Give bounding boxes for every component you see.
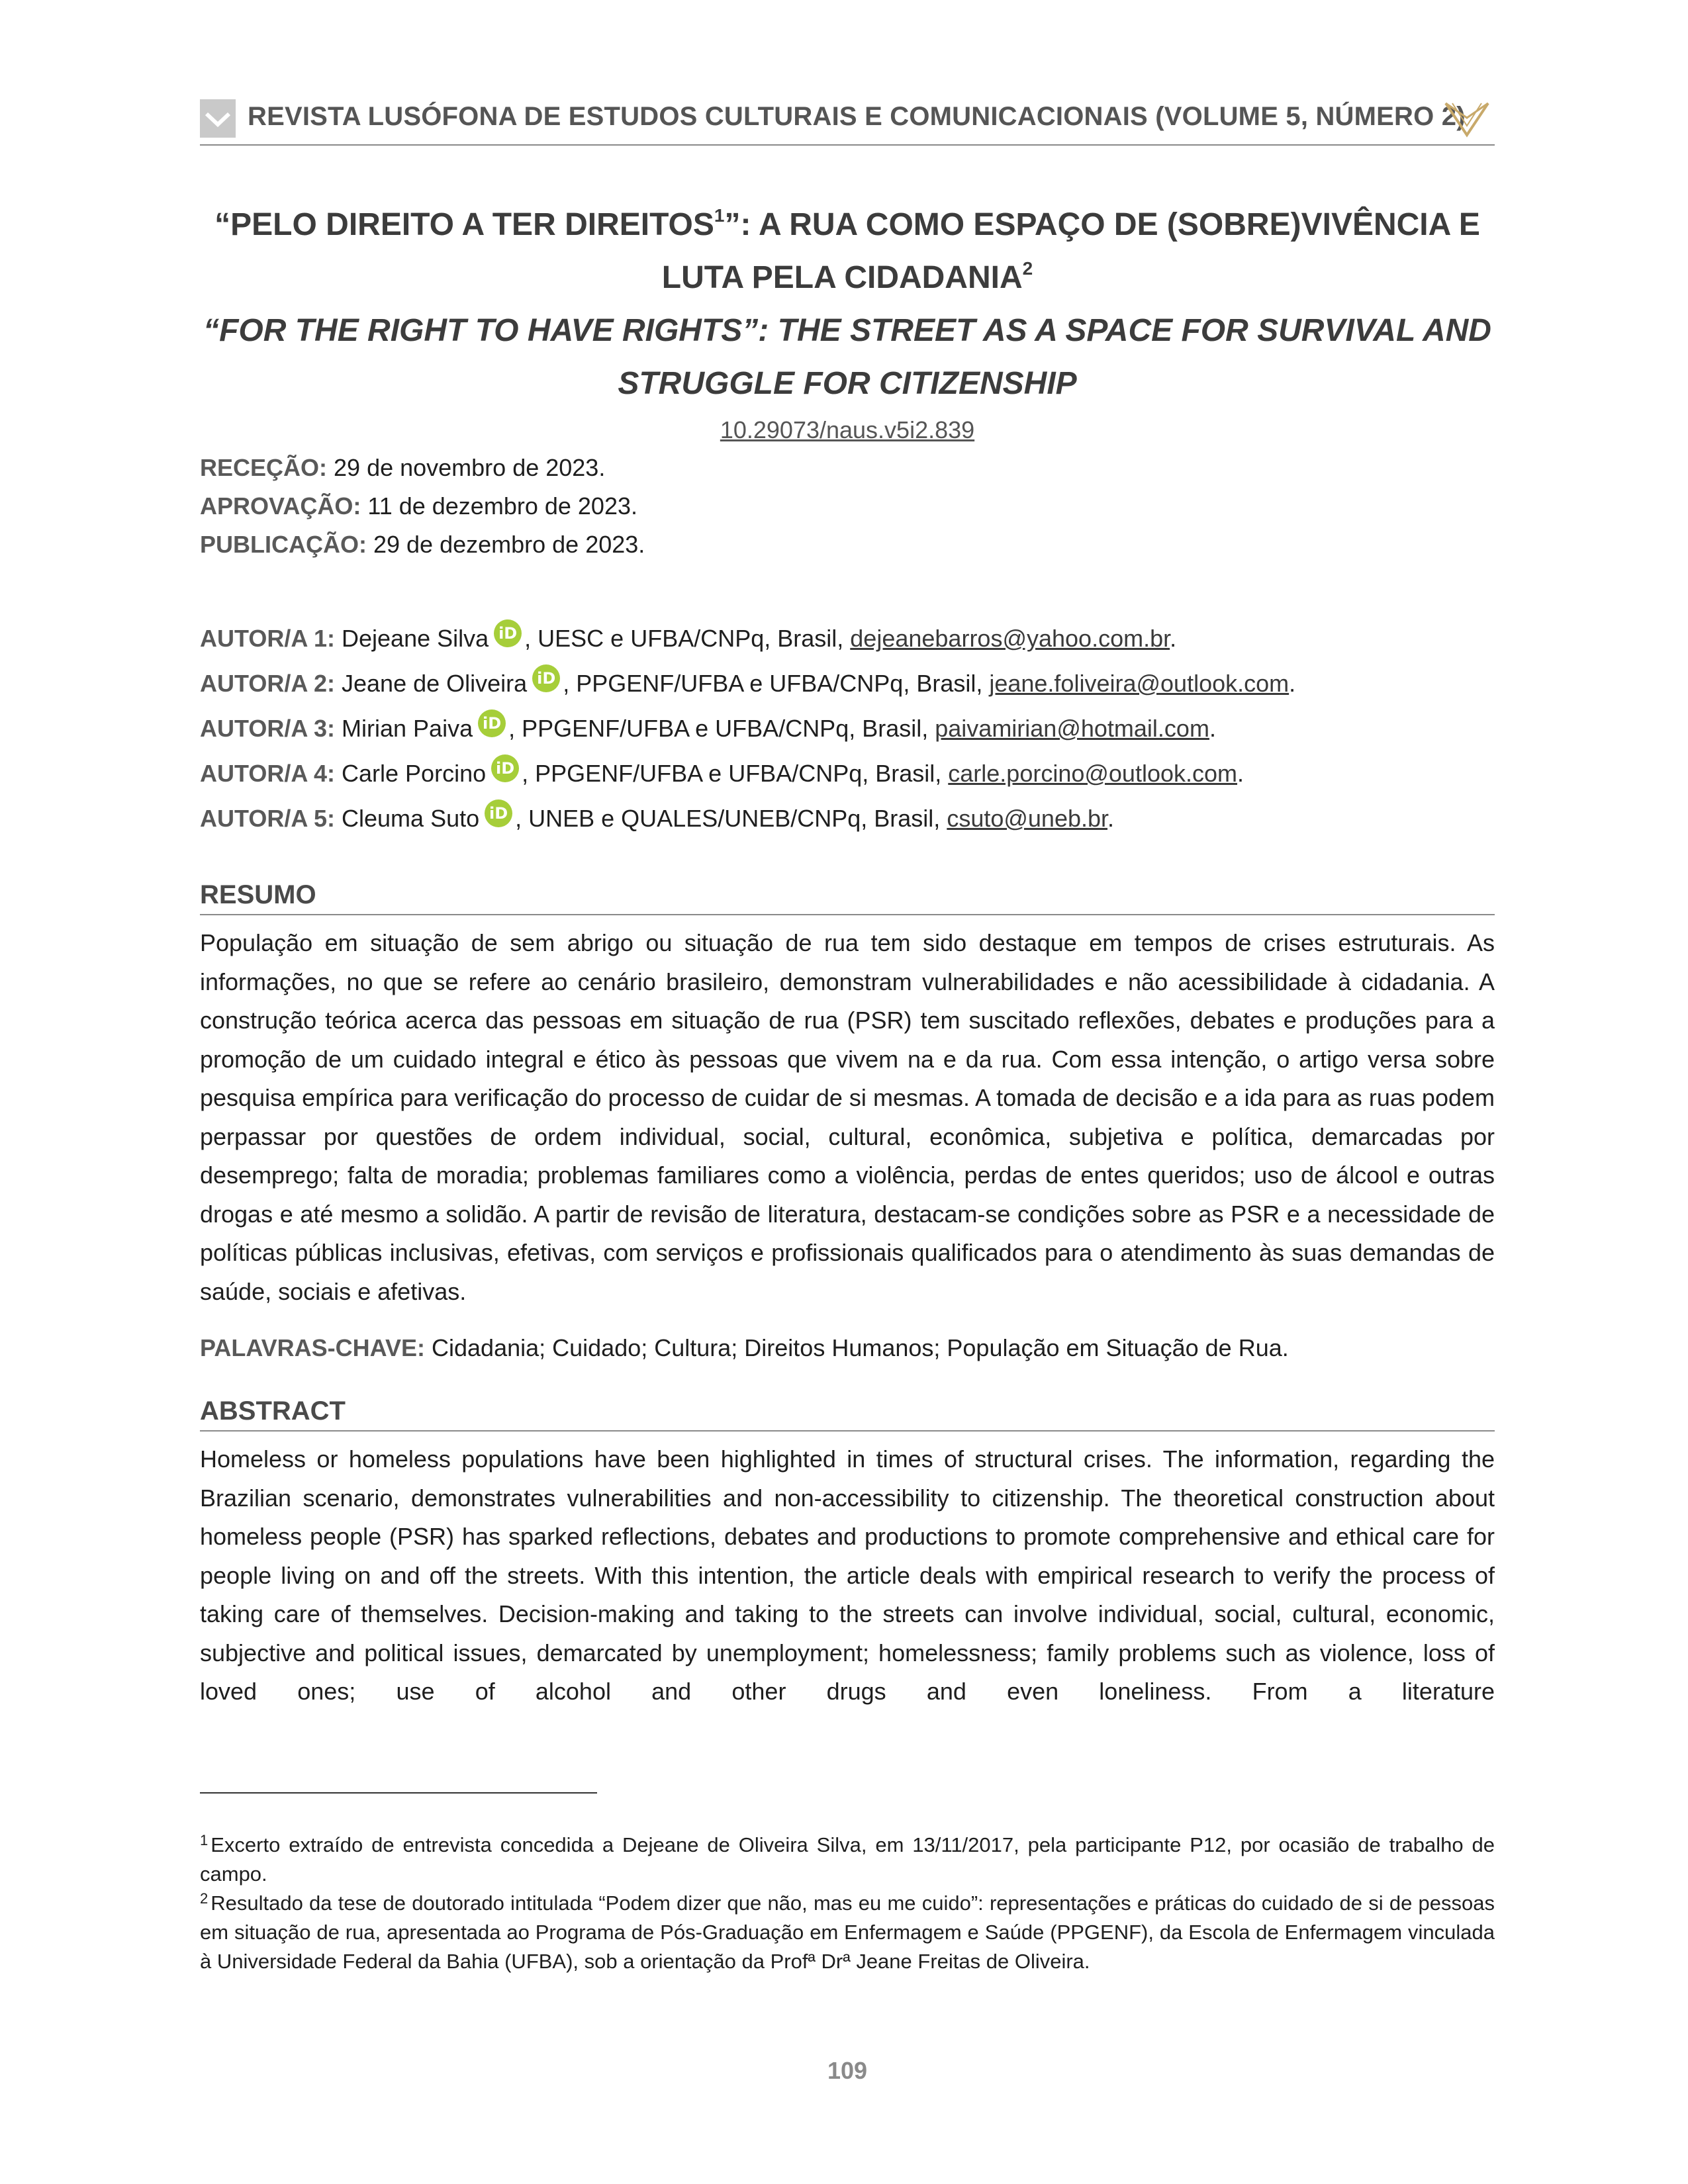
journal-title: REVISTA LUSÓFONA DE ESTUDOS CULTURAIS E COMUNICACIONAIS (VOLUME 5, NÚMERO 2) xyxy=(248,102,1466,131)
footnote-ref-1[interactable]: 1 xyxy=(714,205,725,226)
resumo-heading: RESUMO xyxy=(200,880,1495,915)
running-header xyxy=(200,98,1495,146)
author-1: AUTOR/A 1: Dejeane Silva iD , UESC e UFBA/CNPq, Brasil, dejeanebarros@yahoo.com.br. xyxy=(200,619,1176,653)
author-email-link[interactable]: jeane.foliveira@outlook.com xyxy=(989,670,1289,697)
title-block xyxy=(200,199,1495,450)
author-email-link[interactable]: csuto@uneb.br xyxy=(947,805,1108,832)
doi-link[interactable]: 10.29073/naus.v5i2.839 xyxy=(720,416,975,443)
orcid-icon[interactable]: iD xyxy=(532,664,560,692)
orcid-icon[interactable]: iD xyxy=(478,709,506,737)
page xyxy=(200,0,1495,2184)
footnote-separator xyxy=(200,1792,597,1794)
author-4: AUTOR/A 4: Carle Porcino iD , PPGENF/UFBA e UFBA/CNPq, Brasil, carle.porcino@outlook.com. xyxy=(200,754,1244,788)
orcid-icon[interactable]: iD xyxy=(485,799,512,827)
author-email-link[interactable]: carle.porcino@outlook.com xyxy=(948,760,1238,787)
date-publication: PUBLICAÇÃO: 29 de dezembro de 2023. xyxy=(200,531,645,558)
page-number: 109 xyxy=(827,2057,868,2084)
date-approval: APROVAÇÃO: 11 de dezembro de 2023. xyxy=(200,492,637,520)
abstract-heading: ABSTRACT xyxy=(200,1396,1495,1432)
date-reception: RECEÇÃO: 29 de novembro de 2023. xyxy=(200,454,606,481)
footnote-1: $^1$ Excerto extraído de entrevista concedida a Dejeane de Oliveira Silva, em 13/11/2017, pela participante P12, por ocasião de trabalho de campo. xyxy=(200,1832,1495,1886)
author-email-link[interactable]: dejeanebarros@yahoo.com.br xyxy=(850,625,1170,652)
author-5: AUTOR/A 5: Cleuma Suto iD , UNEB e QUALES/UNEB/CNPq, Brasil, csuto@uneb.br. xyxy=(200,799,1114,833)
title-en: “FOR THE RIGHT TO HAVE RIGHTS”: THE STREET AS A SPACE FOR SURVIVAL AND STRUGGLE FOR CITIZENSHIP xyxy=(203,313,1491,401)
author-email-link[interactable]: paivamirian@hotmail.com xyxy=(935,715,1209,742)
chevron-logo-icon xyxy=(1443,98,1491,140)
orcid-icon[interactable]: iD xyxy=(491,754,519,782)
keywords-pt: PALAVRAS-CHAVE: Cidadania; Cuidado; Cultura; Direitos Humanos; População em Situação de Rua. xyxy=(200,1334,1289,1361)
footnote-ref-2[interactable]: 2 xyxy=(1022,258,1033,279)
author-2: AUTOR/A 2: Jeane de Oliveira iD , PPGENF/UFBA e UFBA/CNPq, Brasil, jeane.foliveira@outlook.com. xyxy=(200,664,1295,698)
title-pt: “PELO DIREITO A TER DIREITOS$^1$”: A RUA COMO ESPAÇO DE (SOBRE)VIVÊNCIA E LUTA PELA CIDADANIA$^2$ xyxy=(214,205,1480,295)
journal-logo-icon xyxy=(200,99,236,138)
orcid-icon[interactable]: iD xyxy=(494,619,522,647)
resumo-text: População em situação de sem abrigo ou situação de rua tem sido destaque em tempos de crises estruturais. As informações, no que se refere ao cenário brasileiro, demonstram vulnerabilidades e não acessibilidade à cidadania. A construção teórica acerca das pessoas em situação de rua (PSR) tem suscitado reflexões, debates e produções para a promoção de um cuidado integral e ético às pessoas que vivem na e da rua. Com essa intenção, o artigo versa sobre pesquisa empírica para verificação do processo de cuidar de si mesmas. A tomada de decisão e a ida para as ruas podem perpassar por questões de ordem individual, social, cultural, econômica, subjetiva e política, demarcadas por desemprego; falta de moradia; problemas familiares como a violência, perdas de entes queridos; uso de álcool e outras drogas e até mesmo a solidão. A partir de revisão de literatura, destacam-se condições sobre as PSR e a necessidade de políticas públicas inclusivas, efetivas, com serviços e profissionais qualificados para o atendimento às suas demandas de saúde, sociais e afetivas. xyxy=(200,929,1495,1305)
author-3: AUTOR/A 3: Mirian Paiva iD , PPGENF/UFBA e UFBA/CNPq, Brasil, paivamirian@hotmail.com. xyxy=(200,709,1216,743)
abstract-text: Homeless or homeless populations have been highlighted in times of structural crises. The information, regarding the Brazilian scenario, demonstrates vulnerabilities and non-accessibility to citizenship. The theoretical construction about homeless people (PSR) has sparked reflections, debates and productions to promote comprehensive and ethical care for people living on and off the streets. With this intention, the article deals with empirical research to verify the process of taking care of themselves. Decision-making and taking to the streets can involve individual, social, cultural, economic, subjective and political issues, demarcated by unemployment; homelessness; family problems such as violence, loss of loved ones; use of alcohol and other drugs and even loneliness. From a literature xyxy=(200,1445,1495,1705)
footnote-2: $^2$ Resultado da tese de doutorado intitulada “Podem dizer que não, mas eu me cuido”: representações e práticas do cuidado de si de pessoas em situação de rua, apresentada ao Programa de Pós-Graduação em Enfermagem e Saúde (PPGENF), da Escola de Enfermagem vinculada à Universidade Federal da Bahia (UFBA), sob a orientação da Profª Drª Jeane Freitas de Oliveira. xyxy=(200,1890,1495,1973)
